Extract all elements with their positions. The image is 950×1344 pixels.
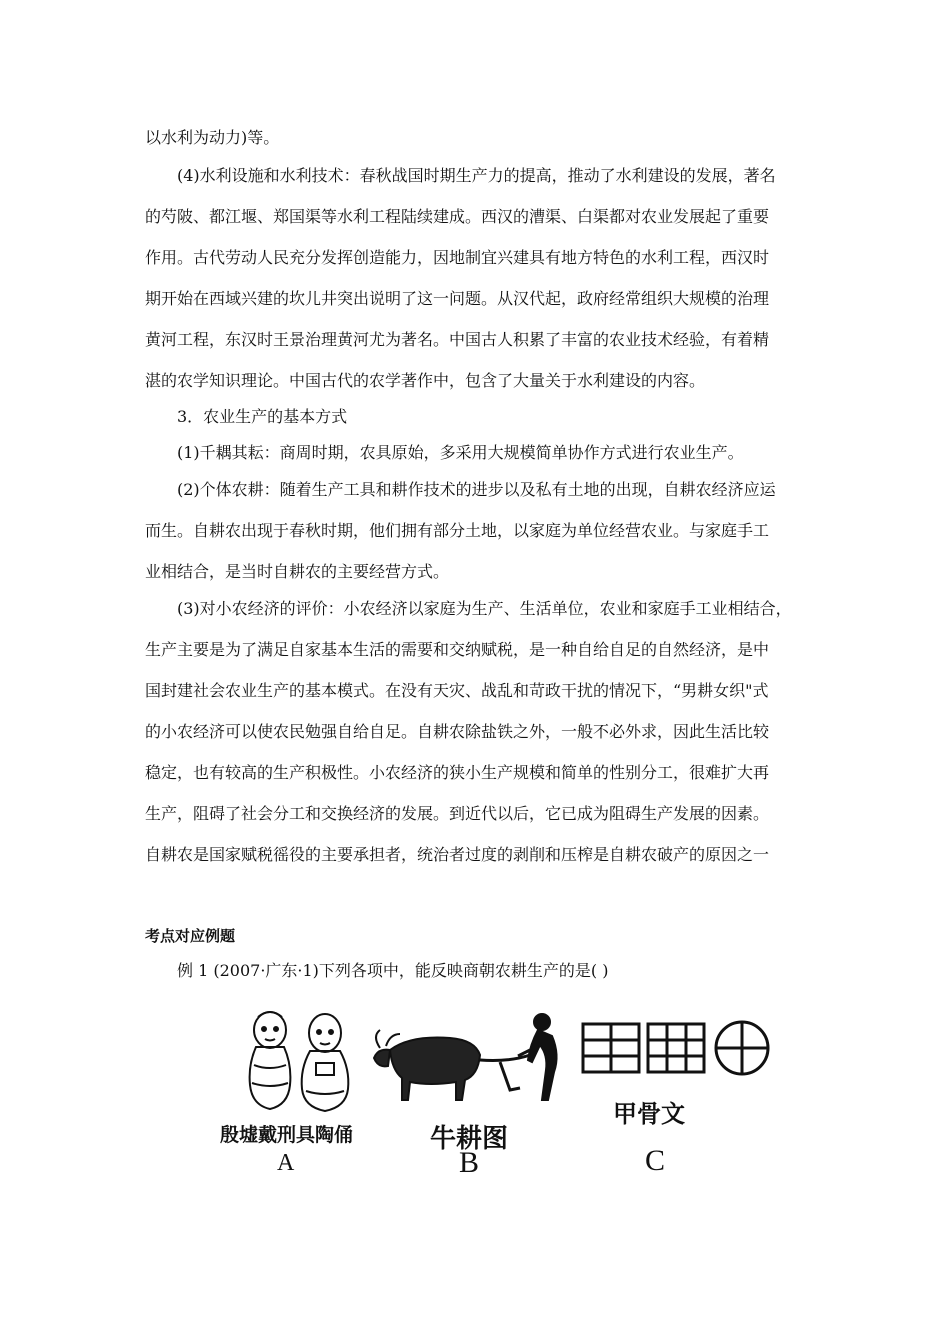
paragraph-line: (2)个体农耕：随着生产工具和耕作技术的进步以及私有土地的出现，自耕农经济应运 <box>177 480 776 499</box>
paragraph-line: 自耕农是国家赋税徭役的主要承担者，统治者过度的剥削和压榨是自耕农破产的原因之一 <box>145 845 770 864</box>
paragraph-line: 湛的农学知识理论。中国古代的农学著作中，包含了大量关于水利建设的内容。 <box>145 371 706 390</box>
paragraph-line: 以水利为动力)等。 <box>145 128 280 147</box>
option-b-caption: 牛耕图 <box>430 1124 509 1154</box>
subsection-title: 3．农业生产的基本方式 <box>177 407 348 426</box>
paragraph-line: (3)对小农经济的评价：小农经济以家庭为生产、生活单位，农业和家庭手工业相结合， <box>177 599 792 618</box>
paragraph-line: (4)水利设施和水利技术：春秋战国时期生产力的提高，推动了水利建设的发展，著名 <box>177 166 776 185</box>
paragraph-line: 稳定，也有较高的生产积极性。小农经济的狭小生产规模和简单的性别分工，很难扩大再 <box>145 763 770 782</box>
oracle-bone-characters-image <box>580 1020 775 1080</box>
paragraph-line: 国封建社会农业生产的基本模式。在没有天灾、战乱和苛政干扰的情况下，“男耕女织"式 <box>145 681 769 700</box>
paragraph-line: 黄河工程，东汉时王景治理黄河尤为著名。中国古人积累了丰富的农业技术经验，有着精 <box>145 330 770 349</box>
question-text: 例 1 (2007·广东·1)下列各项中，能反映商朝农耕生产的是( ) <box>177 961 609 980</box>
paragraph-line: 而生。自耕农出现于春秋时期，他们拥有部分土地，以家庭为单位经营农业。与家庭手工 <box>145 521 770 540</box>
paragraph-line: 的小农经济可以使农民勉强自给自足。自耕农除盐铁之外，一般不必外求，因此生活比较 <box>145 722 770 741</box>
pottery-figurines-image <box>230 1005 370 1115</box>
option-a-caption: 殷墟戴刑具陶俑 <box>220 1124 354 1146</box>
paragraph-line: 生产主要是为了满足自家基本生活的需要和交纳赋税，是一种自给自足的自然经济，是中 <box>145 640 770 659</box>
option-b-letter: B <box>459 1146 480 1179</box>
paragraph-line: 的芍陂、都江堰、郑国渠等水利工程陆续建成。西汉的漕渠、白渠都对农业发展起了重要 <box>145 207 770 226</box>
question-figure <box>215 1000 785 1185</box>
paragraph-line: 作用。古代劳动人民充分发挥创造能力，因地制宜兴建具有地方特色的水利工程，西汉时 <box>145 248 770 267</box>
paragraph-line: 生产，阻碍了社会分工和交换经济的发展。到近代以后，它已成为阻碍生产发展的因素。 <box>145 804 770 823</box>
paragraph-line: 期开始在西域兴建的坎儿井突出说明了这一问题。从汉代起，政府经常组织大规模的治理 <box>145 289 770 308</box>
option-a-letter: A <box>277 1150 295 1176</box>
paragraph-line: 业相结合，是当时自耕农的主要经营方式。 <box>145 562 450 581</box>
option-c-letter: C <box>645 1144 666 1177</box>
paragraph-line: (1)千耦其耘：商周时期，农具原始，多采用大规模简单协作方式进行农业生产。 <box>177 443 744 462</box>
ox-plough-image <box>370 1000 580 1115</box>
option-c-caption: 甲骨文 <box>613 1100 685 1128</box>
section-heading: 考点对应例题 <box>145 927 236 945</box>
